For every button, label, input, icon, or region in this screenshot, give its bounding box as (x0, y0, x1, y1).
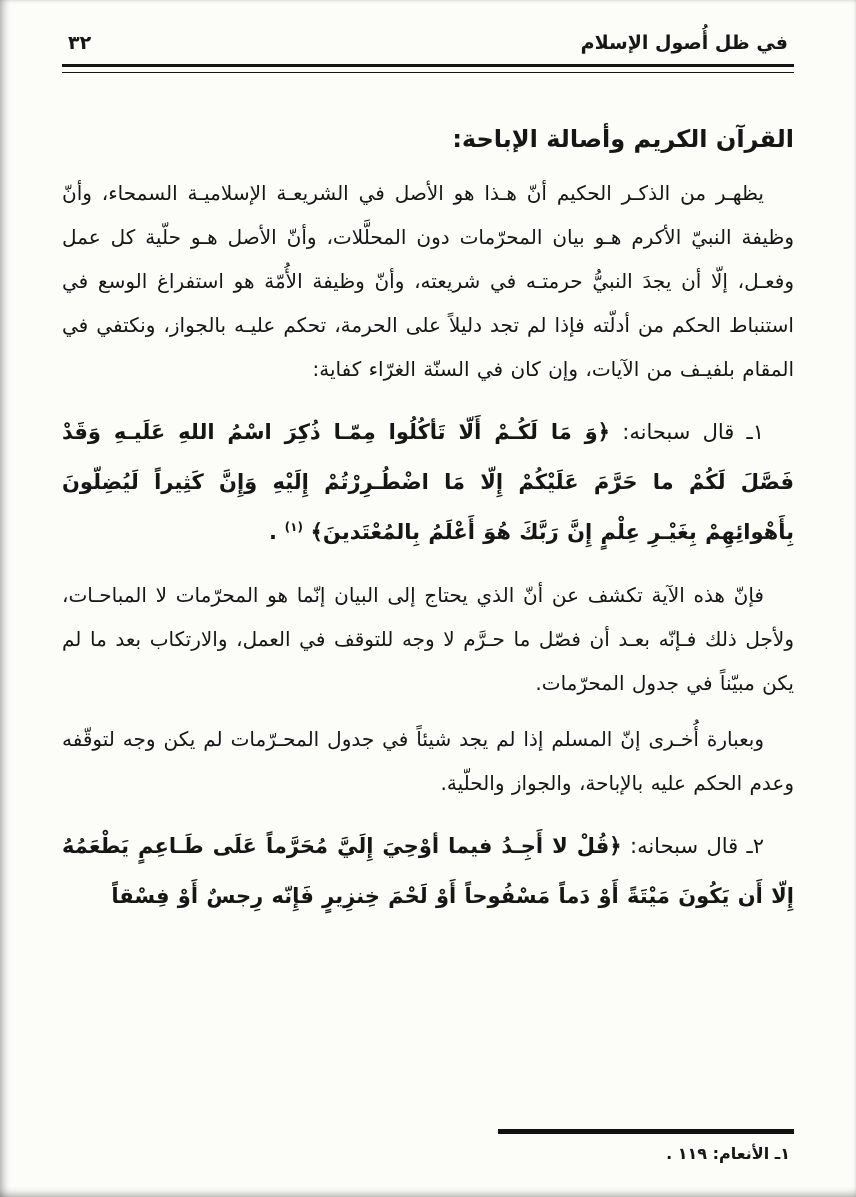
footnote: ١ـ الأنعام: ١١٩ . (666, 1144, 790, 1163)
verse-1-text: ﴿وَ مَا لَكُـمْ أَلّا تَأكُلُوا مِمّـا ذُكِرَ اسْمُ اللهِ عَلَيـهِ وَقَدْ فَصَّلَ لَكُمْ ما حَرَّمَ عَلَيْكُمْ إِلّا مَا اضْطُـرِرْتُمْ إِلَيْهِ وَإِنَّ كَثِيراً لَيُضِلّونَ بِأَهْوائِهِمْ بِغَيْـرِ عِلْمٍ إِنَّ رَبَّكَ هُوَ أَعْلَمُ بِالمُعْتَدينَ﴾ (62, 420, 794, 544)
paragraph-explanation: فإنّ هذه الآية تكشف عن أنّ الذي يحتاج إلى البيان إنّما هو المحرّمات لا المباحـات، ولأجل ذلك فـإنّه بعـد أن فصّل ما حـرَّم لا وجه للتوقف في العمل، والارتكاب بعد ما لم يكن مبيّناً في جدول المحرّمات. (62, 583, 794, 695)
page-number: ٣٢ (68, 32, 92, 54)
header-rule (62, 64, 794, 73)
verse-1-intro: ١ـ قال سبحانه: (610, 420, 764, 444)
paragraph-restatement: وبعبارة أُخـرى إنّ المسلم إذا لم يجد شيئاً في جدول المحـرّمات لم يكن وجه لتوقّفه وعدم الحكم عليه بالإباحة، والجواز والحلّية. (62, 727, 794, 795)
verse-1-period: . (268, 520, 277, 544)
footnote-rule (498, 1129, 794, 1134)
section-title: القرآن الكريم وأصالة الإباحة: (452, 125, 794, 153)
verse-2-intro: ٢ـ قال سبحانه: (621, 834, 764, 858)
verse-1-footnote-marker: (١) (284, 520, 303, 534)
verse-2-text: ﴿قُلْ لا أَجِـدُ فيما أوْحِيَ إِلَيَّ مُحَرَّماً عَلَى طَـاعِمٍ يَطْعَمُهُ إِلّا أَن يَكُونَ مَيْتَةً أَوْ دَماً مَسْفُوحاً أَوْ لَحْمَ خِنزِيرٍ فَإِنّه رِجسٌ أَوْ فِسْقاً (62, 834, 794, 908)
running-title: في ظل أُصول الإسلام (580, 32, 788, 54)
verse-1 (62, 407, 794, 557)
footnote-area (62, 1129, 794, 1163)
verse-2 (62, 821, 794, 921)
paragraph-intro: يظهـر من الذكـر الحكيم أنّ هـذا هو الأصل في الشريعـة الإسلاميـة السمحاء، وأنّ وظيفة النبيّ الأكرم هـو بيان المحرّمات دون المحلَّلات، وأنّ الأصل هـو حلّية كل عمل وفعـل، إلّا أن يجدَ النبيُّ حرمتـه في شريعته، وأنّ وظيفة الأُمّة هو استفراغ الوسع في استنباط الحكم من أدلّته فإذا لم تجد دليلاً على الحرمة، تحكم عليـه بالجواز، ونكتفي في المقام بلفيـف من الآيات، وإن كان في السنّة الغرّاء كفاية: (62, 181, 794, 381)
page-header (62, 32, 794, 54)
page-body (62, 125, 794, 921)
